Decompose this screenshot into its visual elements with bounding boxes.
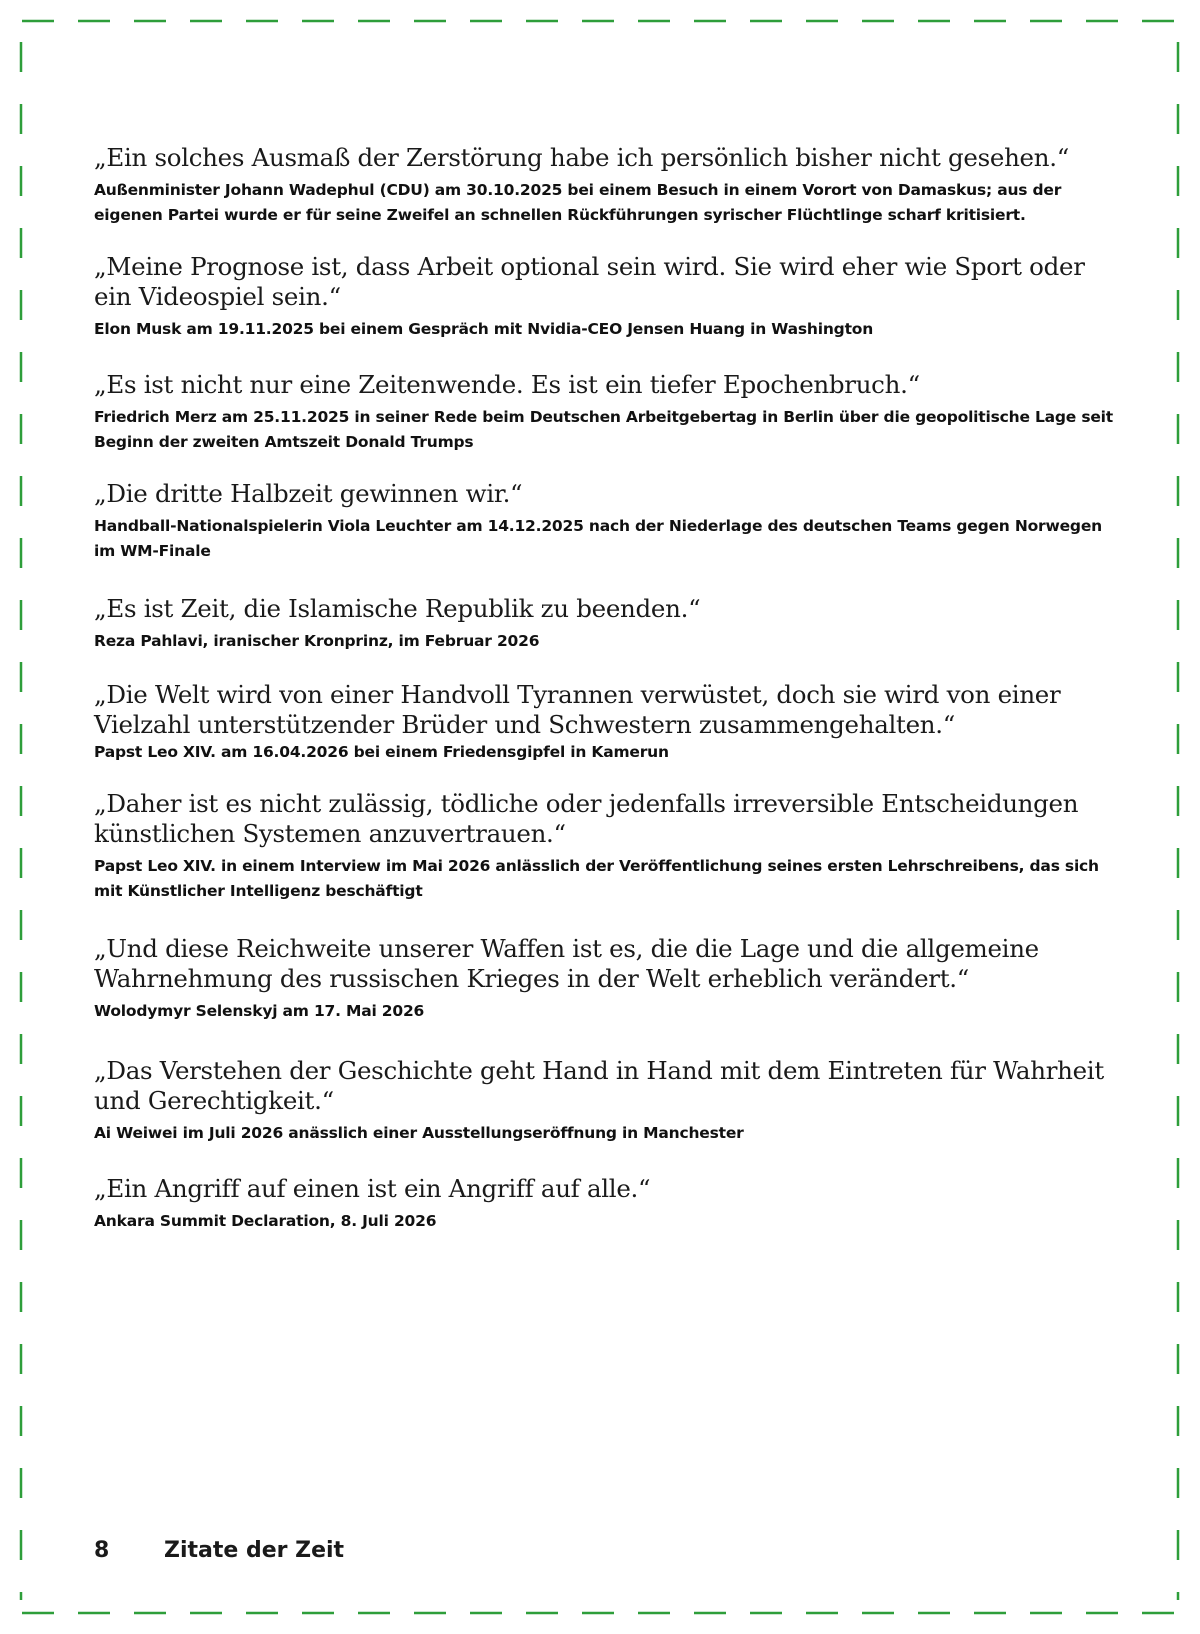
quote-text: „Ein Angriff auf einen ist ein Angriff auf alle.“: [94, 1174, 651, 1203]
page-footer: [94, 1538, 344, 1563]
quote-source: Papst Leo XIV. am 16.04.2026 bei einem Friedensgipfel in Kamerun: [94, 743, 669, 761]
quote-entry: [94, 789, 1114, 904]
quote-source: Elon Musk am 19.11.2025 bei einem Gespräch mit Nvidia-CEO Jensen Huang in Washington: [94, 320, 874, 338]
quote-source: Reza Pahlavi, iranischer Kronprinz, im Februar 2026: [94, 632, 540, 650]
quote-source: Papst Leo XIV. in einem Interview im Mai 2026 anlässlich der Veröffentlichung seines ersten Lehrschreibens, das sich mit Künstlicher Intelligenz beschäftigt: [94, 857, 1099, 900]
quote-text: „Ein solches Ausmaß der Zerstörung habe ich persönlich bisher nicht gesehen.“: [94, 143, 1069, 172]
quote-text: „Meine Prognose ist, dass Arbeit optional sein wird. Sie wird eher wie Sport oder ein Videospiel sein.“: [94, 252, 1085, 311]
quote-text: „Die dritte Halbzeit gewinnen wir.“: [94, 479, 523, 508]
quote-text: „Die Welt wird von einer Handvoll Tyrannen verwüstet, doch sie wird von einer Vielzahl unterstützender Brüder und Schwestern zusammengehalten.“: [94, 680, 1061, 739]
quote-text: „Und diese Reichweite unserer Waffen ist es, die die Lage und die allgemeine Wahrnehmung des russischen Krieges in der Welt erheblich verändert.“: [94, 934, 1039, 993]
quote-source: Wolodymyr Selenskyj am 17. Mai 2026: [94, 1002, 425, 1020]
quote-entry: [94, 252, 1114, 342]
quote-source: Friedrich Merz am 25.11.2025 in seiner Rede beim Deutschen Arbeitgebertag in Berlin über die geopolitische Lage seit Beginn der zweiten Amtszeit Donald Trumps: [94, 408, 1113, 451]
quote-entry: [94, 479, 1114, 564]
quote-entry: [94, 143, 1114, 228]
quote-source: Ankara Summit Declaration, 8. Juli 2026: [94, 1212, 437, 1230]
quote-entry: [94, 370, 1114, 455]
quote-text: „Es ist nicht nur eine Zeitenwende. Es ist ein tiefer Epochenbruch.“: [94, 370, 920, 399]
quote-entry: [94, 934, 1114, 1024]
quote-entry: [94, 680, 1114, 765]
quote-text: „Daher ist es nicht zulässig, tödliche oder jedenfalls irreversible Entscheidungen künstlichen Systemen anzuvertrauen.“: [94, 789, 1079, 848]
page-number: 8: [94, 1538, 110, 1563]
quote-entry: [94, 594, 1114, 654]
quote-source: Ai Weiwei im Juli 2026 anässlich einer Ausstellungseröffnung in Manchester: [94, 1124, 744, 1142]
quote-text: „Es ist Zeit, die Islamische Republik zu beenden.“: [94, 594, 701, 623]
quote-source: Außenminister Johann Wadephul (CDU) am 30.10.2025 bei einem Besuch in einem Vorort von Damaskus; aus der eigenen Partei wurde er für seine Zweifel an schnellen Rückführungen syrischer Flüchtlinge scharf kritisiert.: [94, 181, 1062, 224]
quote-entry: [94, 1174, 1114, 1234]
quote-source: Handball-Nationalspielerin Viola Leuchter am 14.12.2025 nach der Niederlage des deutschen Teams gegen Norwegen im WM-Finale: [94, 517, 1102, 560]
quote-text: „Das Verstehen der Geschichte geht Hand in Hand mit dem Eintreten für Wahrheit und Gerechtigkeit.“: [94, 1056, 1104, 1115]
quote-list: [94, 143, 1114, 1234]
quote-entry: [94, 1056, 1114, 1146]
section-title: Zitate der Zeit: [164, 1538, 345, 1563]
